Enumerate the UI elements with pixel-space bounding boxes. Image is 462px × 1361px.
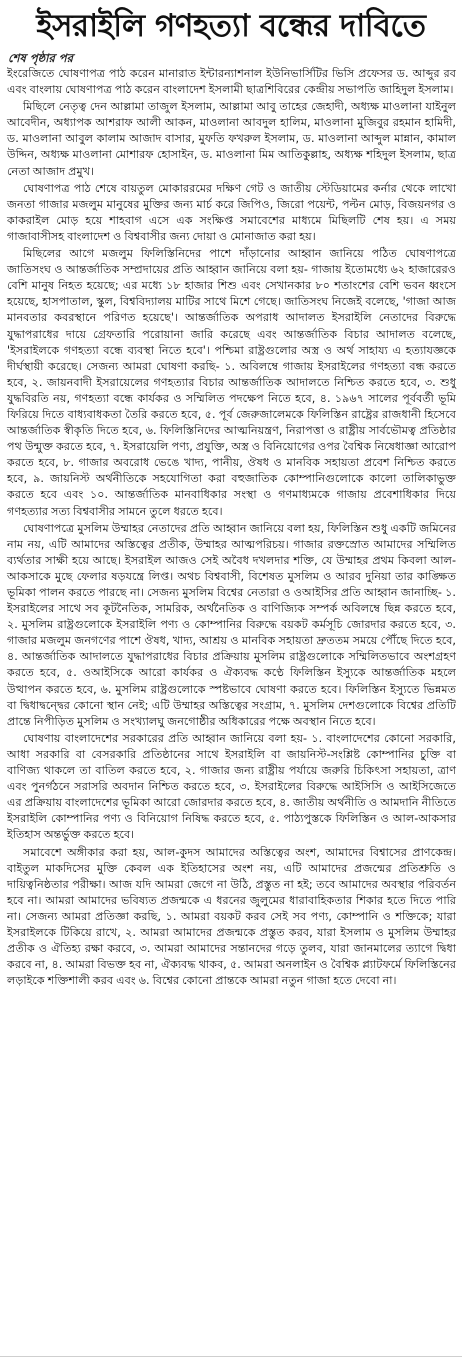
- article-paragraph: মিছিলে নেতৃত্ব দেন আল্লামা তাজুল ইসলাম, আল্লামা আবু তাহের জেহাদী, অধ্যক্ষ মাওলানা যাইনুল আবেদীন, অধ্যাপক আশরাফ আলী আকন, মাওলানা আবদুল হালিম, মাওলানা মুজিবুর রহমান হামিদী, ড. মাওলানা আবুল কালাম আজাদ বাসার, মুফতি ফখরুল ইসলাম, ড. মাওলানা আব্দুল মান্নান, কামাল উদ্দিন, অধ্যক্ষ মাওলানা মোশারফ হোসাইন, ড. মাওলানা মিম আতিকুল্লাহ, অধ্যক্ষ শহিদুল ইসলাম, ছাত্র নেতা আজাদ প্রমুখ।: [7, 100, 456, 178]
- article-paragraph: মিছিলের আগে মজলুম ফিলিস্তিনিদের পাশে দাঁড়ানোর আহ্বান জানিয়ে পঠিত ঘোষণাপত্রে জাতিসংঘ ও আন্তর্জাতিক সম্প্রদায়ের প্রতি আহ্বান জানিয়ে বলা হয়- গাজায় ইতোমধ্যে ৬২ হাজারেরও বেশি মানুষ নিহত হয়েছে; এর মধ্যে ১৮ হাজার শিশু এবং সেখানকার ৮০ শতাংশের বেশি ভবন ধ্বংসে হয়েছে, হাসপাতাল, স্কুল, বিশ্ববিদ্যালয় মাটির সাথে মিশে গেছে। জাতিসংঘ নিজেই বলেছে, 'গাজা আজ মানবতার কবরস্থানে পরিণত হয়েছে'। আন্তর্জাতিক অপরাধ আদালত ইসরাইলি নেতাদের বিরুদ্ধে যুদ্ধাপরাধের দায়ে গ্রেফতারি পরোয়ানা জারি করেছে এবং আন্তর্জাতিক বিচার আদালত বলেছে, 'ইসরাইলকে গণহত্যা বন্ধে ব্যবস্থা নিতে হবে'। পশ্চিমা রাষ্ট্রগুলোর অস্ত্র ও অর্থ সাহায্য এ হত্যাযজ্ঞকে দীর্ঘস্থায়ী করেছে। সেজন্য আমরা ঘোষণা করছি- ১. অবিলম্বে গাজায় ইসরাইলের গণহত্যা বন্ধ করতে হবে, ২. জায়নবাদী ইসরায়েলের গণহত্যার বিচার আন্তর্জাতিক আদালতে নিশ্চিত করতে হবে, ৩. শুধু যুদ্ধবিরতি নয়, গণহত্যা বন্ধে কার্যকর ও সম্মিলিত পদক্ষেপ নিতে হবে, ৪. ১৯৬৭ সালের পূর্ববর্তী ভূমি ফিরিয়ে দিতে বাধ্যবাধকতা তৈরি করতে হবে, ৫. পূর্ব জেরুজালেমকে ফিলিস্তিন রাষ্ট্রের রাজধানী হিসেবে আন্তর্জাতিক স্বীকৃতি দিতে হবে, ৬. ফিলিস্তিনিদের আত্মনিয়ন্ত্রণ, নিরাপত্তা ও রাষ্ট্রীয় সার্বভৌমত্ব প্রতিষ্ঠার পথ উন্মুক্ত করতে হবে, ৭. ইসরায়েলি পণ্য, প্রযুক্তি, অস্ত্র ও বিনিয়োগের ওপর বৈশ্বিক নিষেধাজ্ঞা আরোপ করতে হবে, ৮. গাজার অবরোধ ভেঙে খাদ্য, পানীয়, ঔষধ ও মানবিক সহায়তা প্রবেশ নিশ্চিত করতে হবে, ৯. জায়নিস্ট অর্থনীতিকে সহযোগিতা করা বহুজাতিক কোম্পানিগুলোকে কালো তালিকাভুক্ত করতে হবে এবং ১০. আন্তর্জাতিক মানবাধিকার সংস্থা ও গণমাধ্যমকে গাজায় প্রবেশাধিকার দিয়ে গণহত্যার সত্য বিশ্ববাসীর সামনে তুলে ধরতে হবে।: [7, 247, 456, 518]
- article-paragraph: ঘোষণাপত্রে মুসলিম উম্মাহর নেতাদের প্রতি আহ্বান জানিয়ে বলা হয়, ফিলিস্তিন শুধু একটি জমিনের নাম নয়, এটি আমাদের অস্তিত্বের প্রতীক, উম্মাহর আত্মপরিচয়। গাজার রক্তস্রোত আমাদের সম্মিলিত ব্যর্থতার সাক্ষী হয়ে আছে। ইসরাইল আজও সেই অবৈধ দখলদার শক্তি, যে উম্মাহর প্রথম কিবলা আল-আকসাকে মুছে ফেলার ষড়যন্ত্রে লিপ্ত। অথচ বিশ্ববাসী, বিশেষত মুসলিম ও আরব দুনিয়া তার কাঙ্ক্ষিত ভূমিকা পালন করতে পারছে না। সেজন্য মুসলিম বিশ্বের নেতারা ও ওআইসির প্রতি আহ্বান জানাচ্ছি- ১. ইসরাইলের সাথে সব কূটনৈতিক, সামরিক, অর্থনৈতিক ও বাণিজ্যিক সম্পর্ক অবিলম্বে ছিন্ন করতে হবে, ২. মুসলিম রাষ্ট্রগুলোকে ইসরাইলি পণ্য ও কোম্পানির বিরুদ্ধে বয়কট কর্মসূচি জোরদার করতে হবে, ৩. গাজার মজলুম জনগণের পাশে ঔষধ, খাদ্য, আশ্রয় ও মানবিক সহায়তা দ্রুততম সময়ে পৌঁছে দিতে হবে, ৪. আন্তর্জাতিক আদালতে যুদ্ধাপরাধের বিচার প্রক্রিয়ায় মুসলিম রাষ্ট্রগুলোকে সম্মিলিতভাবে অংশগ্রহণ করতে হবে, ৫. ওআইসিকে আরো কার্যকর ও ঐক্যবদ্ধ কণ্ঠে ফিলিস্তিন ইস্যুকে আন্তর্জাতিক মহলে উত্থাপন করতে হবে, ৬. মুসলিম রাষ্ট্রগুলোকে স্পষ্টভাবে ঘোষণা করতে হবে। ফিলিস্তিন ইস্যুতে ভিন্নমত বা দ্বিধাদ্বন্দ্বের কোনো স্থান নেই; এটি উম্মাহর অস্তিত্বের সংগ্রাম, ৭. মুসলিম দেশগুলোকে বিশ্বের প্রতিটি প্রান্তে নিপীড়িত মুসলিম ও সংখ্যালঘু জনগোষ্ঠীর অধিকারের পক্ষে অবস্থান নিতে হবে।: [7, 521, 456, 728]
- article-headline: ইসরাইলি গণহত্যা বন্ধের দাবিতে: [36, 8, 426, 44]
- article-paragraph: সমাবেশে অঙ্গীকার করা হয়, আল-কুদস আমাদের অস্তিত্বের অংশ, আমাদের বিশ্বাসের প্রাণকেন্দ্র। বাইতুল মাকদিসের মুক্তি কেবল এক ইতিহাসের অংশ নয়, এটি আমাদের প্রজন্মের প্রতিশ্রুতি ও দায়িত্বনিষ্ঠতার পরীক্ষা। আজ যদি আমরা জেগে না উঠি, প্রস্তুত না হই; তবে আমাদের অবস্থার পরিবর্তন হবে না। আমরা আমাদের ভবিষ্যত প্রজন্মকে এ ধরনের জুলুমের ধারাবাহিকতার শিকার হতে দিতে পারি না। সেজন্য আমরা প্রতিজ্ঞা করছি, ১. আমরা বয়কট করব সেই সব পণ্য, কোম্পানি ও শক্তিকে; যারা ইসরাইলকে টিকিয়ে রাখে, ২. আমরা আমাদের প্রজন্মকে প্রস্তুত করব, যারা ইসলাম ও মুসলিম উম্মাহর প্রতীক ও ঐতিহ্য রক্ষা করবে, ৩. আমরা আমাদের সন্তানদের গড়ে তুলব, যারা জানমালের ত্যাগে দ্বিধা করবে না, ৪. আমরা বিভক্ত হব না, ঐক্যবদ্ধ থাকব, ৫. আমরা অনলাইন ও বৈশ্বিক প্ল্যাটফর্মে ফিলিস্তিনের লড়াইকে শক্তিশালী করব এবং ৬. বিশ্বের কোনো প্রান্তকে আমরা নতুন গাজা হতে দেবো না।: [7, 845, 456, 988]
- article-paragraph: ঘোষণায় বাংলাদেশের সরকারের প্রতি আহ্বান জানিয়ে বলা হয়- ১. বাংলাদেশের কোনো সরকারি, আধা সরকারি বা বেসরকারি প্রতিষ্ঠানের সাথে ইসরাইলি বা জায়নিস্ট-সংশ্লিষ্ট কোম্পানির চুক্তি বা বাণিজ্য থাকলে তা বাতিল করতে হবে, ২. গাজার জন্য রাষ্ট্রীয় পর্যায়ে জরুরি চিকিৎসা সহায়তা, ত্রাণ এবং পুনর্গঠনে সরাসরি অবদান নিশ্চিত করতে হবে, ৩. ইসরাইলের বিরুদ্ধে আইসিসি ও আইসিজেতে এর প্রক্রিয়ায় বাংলাদেশের ভূমিকা আরো জোরদার করতে হবে, ৪. জাতীয় অর্থনীতি ও আমদানি নীতিতে ইসরাইলি কোম্পানির পণ্য ও বিনিয়োগ নিষিদ্ধ করতে হবে, ৫. পাঠ্যপুস্তকে ফিলিস্তিন ও আল-আকসার ইতিহাস অন্তর্ভুক্ত করতে হবে।: [7, 731, 456, 842]
- article-body: [0, 66, 462, 989]
- continuation-note: শেষ পৃষ্ঠার পর: [8, 51, 73, 65]
- article-paragraph: ঘোষণাপত্র পাঠ শেষে বায়তুল মোকাররমের দক্ষিণ গেট ও জাতীয় স্টেডিয়ামের কর্নার থেকে লাখো জনতা গাজার মজলুম মানুষের মুক্তির জন্য মার্চ করে জিপিও, জিরো পয়েন্ট, পল্টন মোড়, বিজয়নগর ও কাকরাইল মোড় হয়ে শাহবাগ এসে এক সংক্ষিপ্ত সমাবেশের মাধ্যমে মিছিলটি শেষ হয়। এ সময় গাজাবাসীসহ বাংলাদেশ ও বিশ্ববাসীর জন্য দোয়া ও মোনাজাত করা হয়।: [7, 181, 456, 243]
- article-paragraph: ইংরেজিতে ঘোষণাপত্র পাঠ করেন মানারাত ইন্টারন্যাশনাল ইউনিভার্সিটির ভিসি প্রফেসর ড. আব্দুর রব এবং বাংলায় ঘোষণাপত্র পাঠ করেন বাংলাদেশ ইসলামী ছাত্রশিবিরের কেন্দ্রীয় সভাপতি জাহিদুল ইসলাম।: [7, 67, 456, 97]
- bottom-divider: [0, 1356, 462, 1357]
